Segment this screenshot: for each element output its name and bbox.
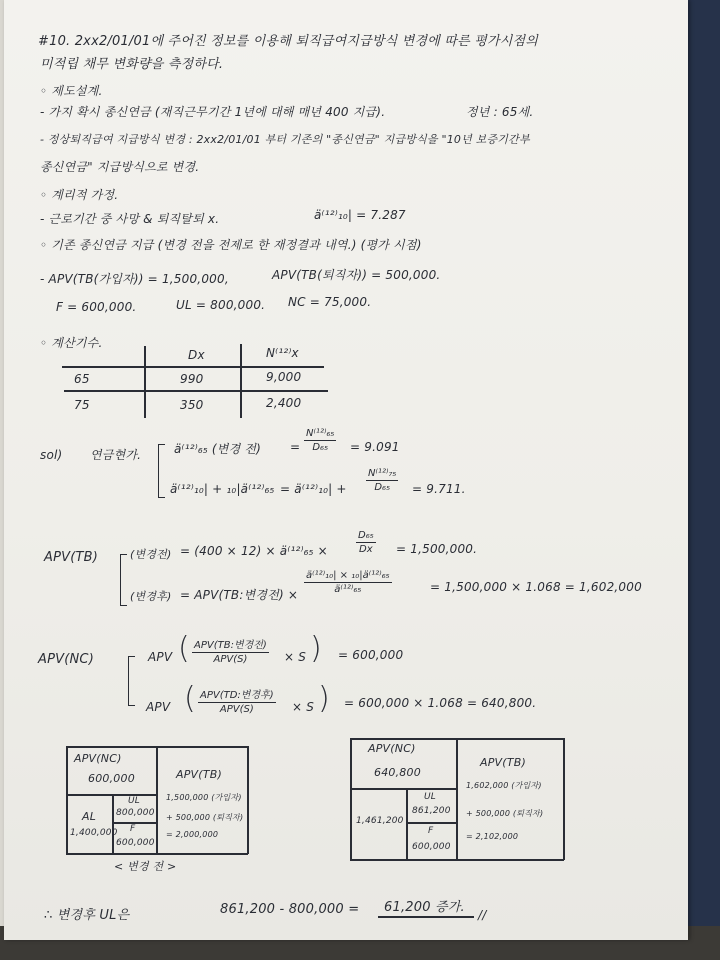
plan-line-2: - 정상퇴직급여 지급방식 변경 : 2xx2/01/01 부터 기존의 "종신연금" 지급방식을 "10년 보증기간부 [40,133,530,146]
binder-edge [688,0,720,960]
box2-al-divider [406,788,408,860]
box1-tb-line3: = 2,000,000 [166,830,219,839]
box1-tb-label: APV(TB) [176,768,222,781]
box1-left [66,746,68,854]
solution-label: sol) [40,448,63,462]
plan-line-2b: 종신연금" 지급방식으로 변경. [40,160,200,174]
table-row1-age: 65 [74,372,90,386]
table-row1-nx: 9,000 [266,370,302,384]
apv-nc-row2-fraction [198,686,276,715]
apv-tb-row1-tag: (변경전) [130,548,172,561]
conclusion-mark: // [478,908,487,922]
annuity-eq1-denominator: D₆₅ [312,442,329,453]
conclusion-result: 61,200 증가. [384,900,465,915]
box1-ul-value: 800,000 [116,808,155,818]
apv-nc-row1-close-paren: ) [310,631,322,666]
box2-mid-v [456,738,458,860]
apv-nc-row2-open-paren: ( [184,681,196,716]
apv-nc-row1-open-paren: ( [178,631,190,666]
box1-ul-label: UL [128,796,141,806]
apv-nc-row2-value: = 600,000 × 1.068 = 640,800. [344,696,537,710]
table-vline-1 [144,346,146,418]
table-row2-dx: 350 [180,398,204,412]
apv-nc-row2-close-paren: ) [318,681,330,716]
box2-left [350,738,352,860]
apv-tb-label: APV(TB) [44,550,99,565]
apv-tb-row2-fraction [304,570,392,595]
box2-al-value: 1,461,200 [356,816,404,826]
assumptions-title: ◦ 계리적 가정. [40,188,119,202]
annuity-eq2-mid: = ä⁽¹²⁾₁₀| + [280,482,347,496]
annuity-eq2-value: = 9.711. [412,482,466,496]
table-row1-dx: 990 [180,372,204,386]
apv-nc-row2-tail: × S [292,700,315,714]
apv-tb-row2-numerator: ä⁽¹²⁾₁₀| × ₁₀|ä⁽¹²⁾₆₅ [306,570,390,581]
table-col-dx: Dx [188,348,205,362]
apv-nc-row1-fraction [192,636,269,665]
table-hline-1 [62,366,324,368]
assumption-nc: NC = 75,000. [288,295,372,309]
box2-tb-line2: + 500,000 (퇴직자) [466,809,544,818]
annuity-eq2-denominator: D₆₅ [374,482,391,493]
annuity-eq1-value: = 9.091 [350,440,400,454]
assumption-line-2: ◦ 기존 종신연금 지급 (변경 전을 전제로 한 재정결과 내역.) (평가 시점) [40,238,422,252]
table-row2-nx: 2,400 [266,396,302,410]
annuity-eq1-numerator: N⁽¹²⁾₆₅ [306,428,335,439]
apv-tb-row2-tag: (변경후) [130,590,172,603]
apv-tb-row1-fraction [356,530,376,555]
apv-nc-row1-value: = 600,000 [338,648,404,662]
assumption-apv-tb-retiree: APV(TB(퇴직자)) = 500,000. [272,268,441,282]
annuity-eq1-equals: = [290,440,301,454]
annuity-eq2-left: ä⁽¹²⁾₁₀| + ₁₀|ä⁽¹²⁾₆₅ [170,482,275,496]
apv-nc-row2-prefix: APV [146,700,171,714]
apv-nc-row1-denominator: APV(S) [213,654,248,665]
conclusion-prefix: ∴ 변경후 UL은 [44,908,130,923]
table-vline-2 [240,344,242,418]
box1-tb-line2: + 500,000 (퇴직자) [166,813,244,822]
box1-al-label: AL [82,810,97,823]
box2-nc-divider [350,788,457,790]
plan-title: ◦ 제도설계. [40,84,103,98]
box2-tb-label: APV(TB) [480,756,526,769]
box1-al-value: 1,400,000 [70,828,118,838]
box1-mid-v [156,746,158,854]
apv-tb-row2-denominator: ä⁽¹²⁾₆₅ [334,584,362,595]
box2-nc-label: APV(NC) [368,742,416,755]
box1-right [247,746,249,854]
box2-f-label: F [428,826,434,836]
apv-tb-row1-denominator: Dx [359,544,373,555]
annuity-eq2-numerator: N⁽¹²⁾₇₅ [368,468,397,479]
problem-header-cont: 미적립 채무 변화량을 측정하다. [40,57,224,72]
apv-nc-label: APV(NC) [38,652,94,667]
problem-header: #10. 2xx2/01/01에 주어진 정보를 이용해 퇴직급여지급방식 변경에 따른 평가시점의 [38,34,539,49]
box1-nc-label: APV(NC) [74,752,122,765]
table-hline-2 [64,390,328,392]
box2-tb-line3: = 2,102,000 [466,832,519,841]
box2-ul-divider [406,822,457,824]
box2-f-value: 600,000 [412,842,451,852]
table-row2-age: 75 [74,398,90,412]
box2-ul-value: 861,200 [412,806,451,816]
box2-ul-label: UL [424,792,437,802]
apv-tb-row1-numerator: D₆₅ [358,530,374,541]
annuity-eq1-left: ä⁽¹²⁾₆₅ (변경 전) [174,442,262,456]
apv-nc-row1-tail: × S [284,650,307,664]
box2-tb-line1: 1,602,000 (가입자) [466,781,542,790]
apv-tb-row1-expr: = (400 × 12) × ä⁽¹²⁾₆₅ × [180,544,328,558]
box1-tb-line1: 1,500,000 (가입자) [166,793,242,802]
annuity-bracket [158,444,165,498]
box1-caption: < 변경 전 > [114,860,177,873]
assumption-ul: UL = 800,000. [176,298,266,312]
handwritten-page [4,0,688,940]
assumption-apv-tb-member: - APV(TB(가입자)) = 1,500,000, [40,272,229,286]
annuity-eq2-fraction [366,468,398,493]
apv-tb-row2-expr: = APV(TB:변경전) × [180,588,299,602]
apv-tb-row1-value: = 1,500,000. [396,542,478,556]
assumption-line-1: - 근로기간 중 사망 & 퇴직탈퇴 x. [40,212,220,226]
plan-line-1b: 정년 : 65세. [466,105,534,119]
box1-f-label: F [130,824,136,834]
conclusion-underline [378,916,474,918]
box1-nc-value: 600,000 [88,772,135,785]
box1-al-divider [112,794,114,854]
apv-nc-bracket [128,656,135,706]
box2-right [563,738,565,860]
plan-line-1: - 가지 확시 종신연금 (재직근무기간 1년에 대해 매년 400 지급). [40,105,386,119]
conclusion-expression: 861,200 - 800,000 = [220,902,360,917]
apv-nc-row1-prefix: APV [148,650,173,664]
annuity-eq1-fraction [304,428,336,453]
table-title: ◦ 계산기수. [40,336,103,350]
apv-nc-row1-numerator: APV(TB:변경전) [192,636,269,653]
box1-f-value: 600,000 [116,838,155,848]
annuity-heading: 연금현가. [90,448,142,462]
apv-tb-bracket [120,554,127,606]
apv-nc-row2-numerator: APV(TD:변경후) [198,686,276,703]
table-col-nx: N⁽¹²⁾x [266,346,299,360]
box2-nc-value: 640,800 [374,766,421,779]
apv-nc-row2-denominator: APV(S) [219,704,254,715]
assumption-fund: F = 600,000. [56,300,137,314]
apv-tb-row2-value: = 1,500,000 × 1.068 = 1,602,000 [430,580,642,594]
assumption-annuity-value: ä⁽¹²⁾₁₀| = 7.287 [314,208,406,222]
